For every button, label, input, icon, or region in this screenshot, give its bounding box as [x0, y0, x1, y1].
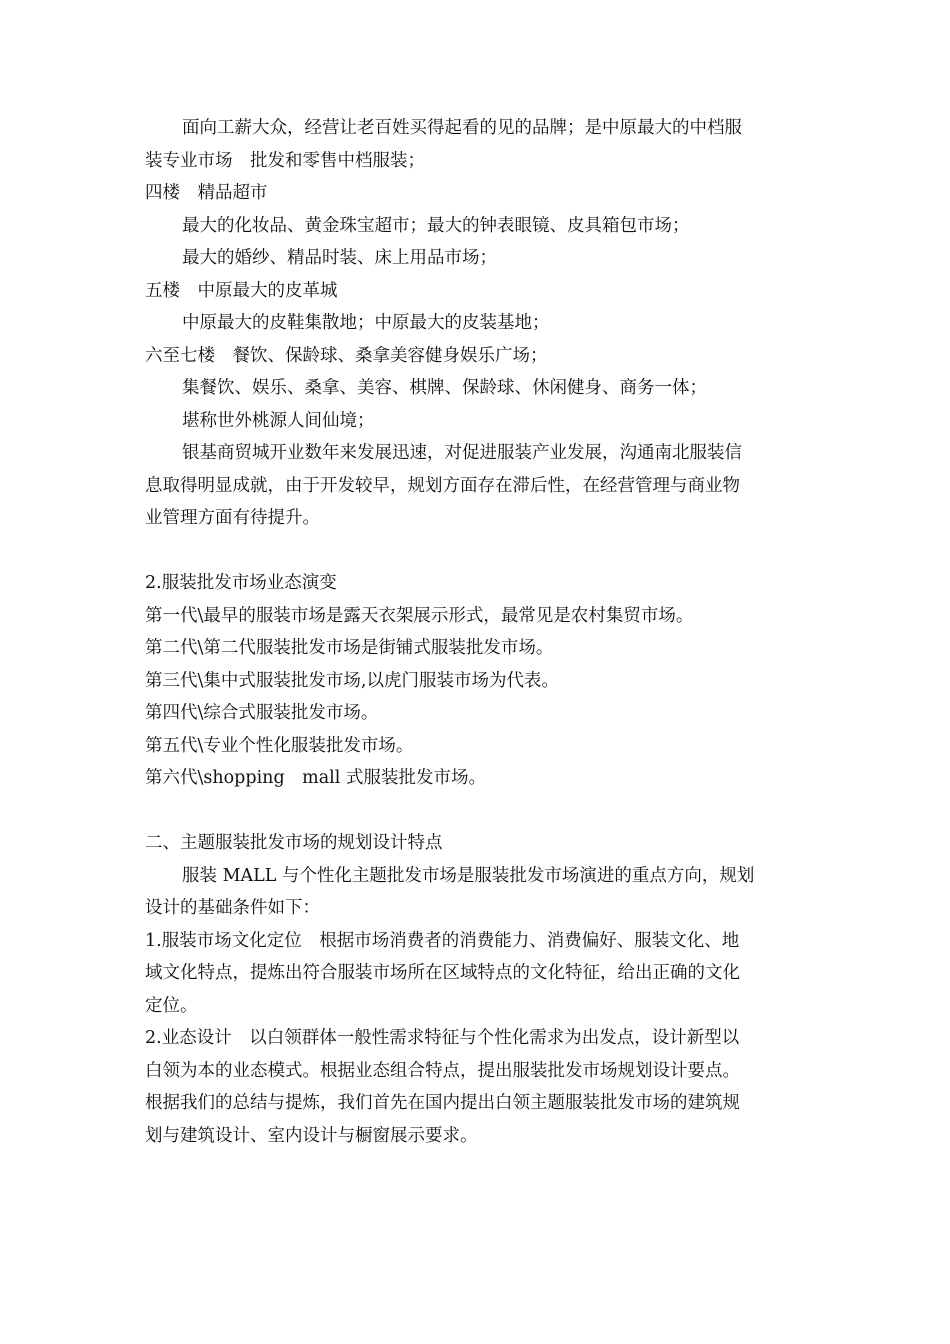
list-item: 第三代\集中式服装批发市场,以虎门服装市场为代表。	[145, 670, 559, 691]
text-line: 定位。	[145, 995, 198, 1016]
text-line: 面向工薪大众，经营让老百姓买得起看的见的品牌；是中原最大的中档服	[182, 118, 742, 138]
text-line: 白领为本的业态模式。根据业态组合特点，提出服装批发市场规划设计要点。	[145, 1060, 740, 1081]
floor-heading-5: 五楼 中原最大的皮革城	[145, 280, 338, 301]
floor-heading-4: 四楼 精品超市	[145, 183, 268, 203]
text-line: 息取得明显成就，由于开发较早，规划方面存在滞后性，在经营管理与商业物	[145, 475, 740, 496]
text-line: 1.服装市场文化定位 根据市场消费者的消费能力、消费偏好、服装文化、地	[145, 930, 740, 951]
blank-line	[145, 535, 805, 568]
text-line: 划与建筑设计、室内设计与橱窗展示要求。	[145, 1125, 478, 1146]
list-item: 第二代\第二代服装批发市场是街铺式服装批发市场。	[145, 638, 554, 658]
floor-heading-6-7: 六至七楼 餐饮、保龄球、桑拿美容健身娱乐广场；	[145, 345, 548, 366]
list-item: 第六代\shopping mall 式服装批发市场。	[145, 768, 486, 788]
text-line: 2.业态设计 以白领群体一般性需求特征与个性化需求为出发点，设计新型以	[145, 1028, 740, 1048]
text-line: 根据我们的总结与提炼，我们首先在国内提出白领主题服装批发市场的建筑规	[145, 1093, 740, 1113]
section-heading: 2.服装批发市场业态演变	[145, 573, 337, 593]
text-line: 最大的化妆品、黄金珠宝超市；最大的钟表眼镜、皮具箱包市场；	[182, 215, 690, 236]
section-heading: 二、主题服装批发市场的规划设计特点	[145, 833, 443, 853]
list-item: 第四代\综合式服装批发市场。	[145, 703, 379, 723]
text-line: 服装 MALL 与个性化主题批发市场是服装批发市场演进的重点方向，规划	[182, 865, 755, 886]
text-line: 装专业市场 批发和零售中档服装；	[145, 150, 425, 171]
text-line: 集餐饮、娱乐、桑拿、美容、棋牌、保龄球、休闲健身、商务一体；	[182, 378, 707, 398]
list-item: 第五代\专业个性化服装批发市场。	[145, 735, 414, 756]
document-body	[145, 112, 805, 1152]
text-line: 业管理方面有待提升。	[145, 508, 320, 528]
text-line: 银基商贸城开业数年来发展迅速，对促进服装产业发展，沟通南北服装信	[182, 443, 742, 463]
text-line: 堪称世外桃源人间仙境；	[182, 410, 375, 431]
text-line: 最大的婚纱、精品时装、床上用品市场；	[182, 248, 497, 268]
list-item: 第一代\最早的服装市场是露天衣架展示形式，最常见是农村集贸市场。	[145, 605, 694, 626]
blank-line	[145, 795, 805, 828]
text-line: 域文化特点，提炼出符合服装市场所在区域特点的文化特征，给出正确的文化	[145, 963, 740, 983]
text-line: 设计的基础条件如下：	[145, 898, 320, 918]
text-line: 中原最大的皮鞋集散地；中原最大的皮装基地；	[182, 313, 550, 333]
